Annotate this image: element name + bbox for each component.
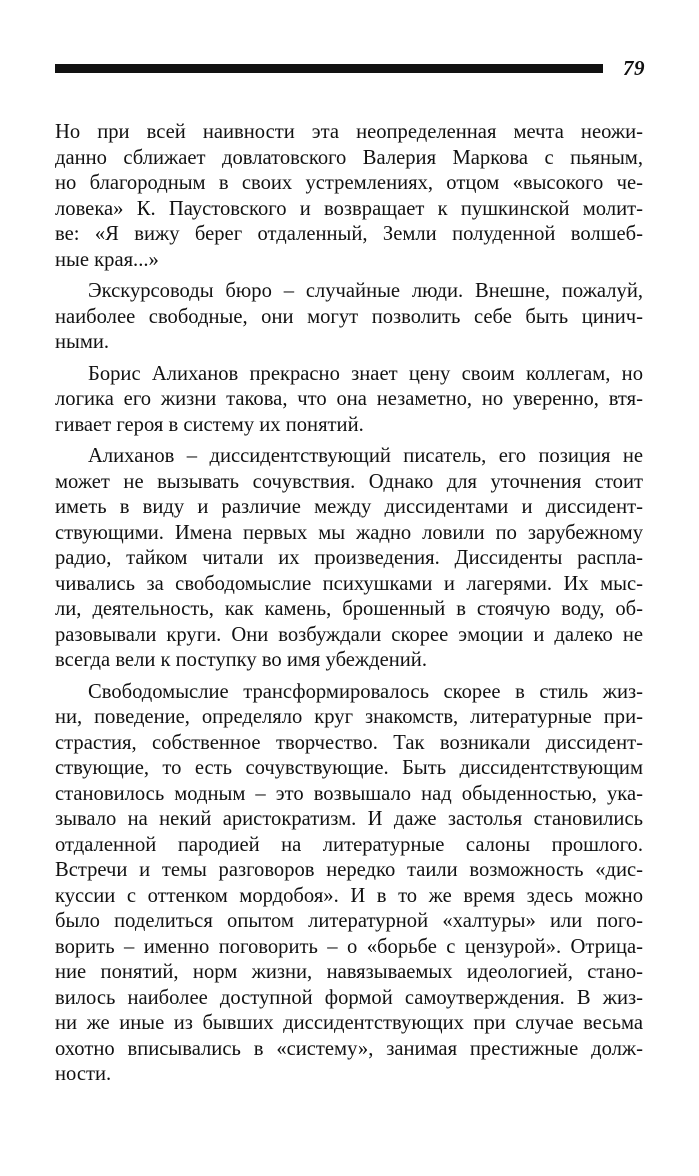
text-line: ности. <box>55 1063 112 1085</box>
text-line: но благородным в своих устремлениях, отцом «высокого че- <box>55 172 643 194</box>
text-line: было поделиться опытом литературной «халтуры» или пого- <box>55 910 643 932</box>
text-line: наиболее свободные, они могут позволить себе быть цинич- <box>55 305 643 328</box>
text-line: ствующими. Имена первых мы жадно ловили по зарубежному <box>55 521 643 544</box>
paragraph-2 <box>55 279 643 356</box>
text-line: ворить – именно поговорить – о «борьбе с цензурой». Отрица- <box>55 935 643 958</box>
text-line: ни, поведение, определяло круг знакомств, литературные при- <box>55 706 643 728</box>
text-line: ли, деятельность, как камень, брошенный в стоячую воду, об- <box>55 598 643 620</box>
text-line: разовывали круги. Они возбуждали скорее эмоции и далеко не <box>55 623 643 646</box>
text-line: данно сближает довлатовского Валерия Маркова с пьяным, <box>55 146 643 169</box>
text-line: может не вызывать сочувствия. Однако для уточнения стоит <box>55 470 643 493</box>
paragraph-5 <box>55 680 643 1088</box>
text-line: ние понятий, норм жизни, навязываемых идеологией, стано- <box>55 961 643 983</box>
text-line: гивает героя в систему их понятий. <box>55 413 364 436</box>
text-line: радио, тайком читали их произведения. Диссиденты распла- <box>55 547 643 569</box>
header-rule <box>55 64 603 73</box>
text-line: становилось модным – это возвышало над обыденностью, ука- <box>55 782 643 805</box>
text-line: ве: «Я вижу берег отдаленный, Земли полуденной волшеб- <box>55 223 643 245</box>
text-line: вилось наиболее доступной формой самоутверждения. В жиз- <box>55 986 643 1009</box>
text-line: логика его жизни такова, что она незаметно, но уверенно, втя- <box>55 388 643 410</box>
paragraph-4 <box>55 444 643 674</box>
text-line: Экскурсоводы бюро – случайные люди. Внешне, пожалуй, <box>88 280 643 302</box>
paragraph-1 <box>55 120 643 273</box>
paragraph-3 <box>55 362 643 439</box>
text-line: Свободомыслие трансформировалось скорее в стиль жиз- <box>88 680 643 703</box>
text-line: Борис Алиханов прекрасно знает цену своим коллегам, но <box>88 362 643 385</box>
text-line: охотно вписывались в «систему», занимая престижные долж- <box>55 1037 643 1060</box>
text-line: отдаленной пародией на литературные салоны прошлого. <box>55 833 643 856</box>
text-line: всегда вели к поступку во имя убеждений. <box>55 649 427 671</box>
text-line: иметь в виду и различие между диссидентами и диссидент- <box>55 496 643 518</box>
page-number: 79 <box>623 56 645 80</box>
text-line: страстия, собственное творчество. Так возникали диссидент- <box>55 731 643 754</box>
text-line: ными. <box>55 331 110 353</box>
text-line: зывало на некий аристократизм. И даже застолья становились <box>55 808 643 830</box>
body-text <box>55 120 643 1094</box>
text-line: ни же иные из бывших диссидентствующих при случае весьма <box>55 1012 643 1034</box>
text-line: ловека» К. Паустовского и возвращает к пушкинской молит- <box>55 197 643 220</box>
page-header <box>55 58 645 82</box>
text-line: Алиханов – диссидентствующий писатель, его позиция не <box>88 445 643 467</box>
text-line: Но при всей наивности эта неопределенная мечта неожи- <box>55 121 643 143</box>
text-line: чивались за свободомыслие психушками и лагерями. Их мыс- <box>55 572 643 595</box>
text-line: Встречи и темы разговоров нередко таили возможность «дис- <box>55 859 643 881</box>
text-line: ствующие, то есть сочувствующие. Быть диссидентствующим <box>55 757 643 779</box>
text-line: куссии с оттенком мордобоя». И в то же время здесь можно <box>55 884 643 907</box>
text-line: ные края...» <box>55 248 159 271</box>
